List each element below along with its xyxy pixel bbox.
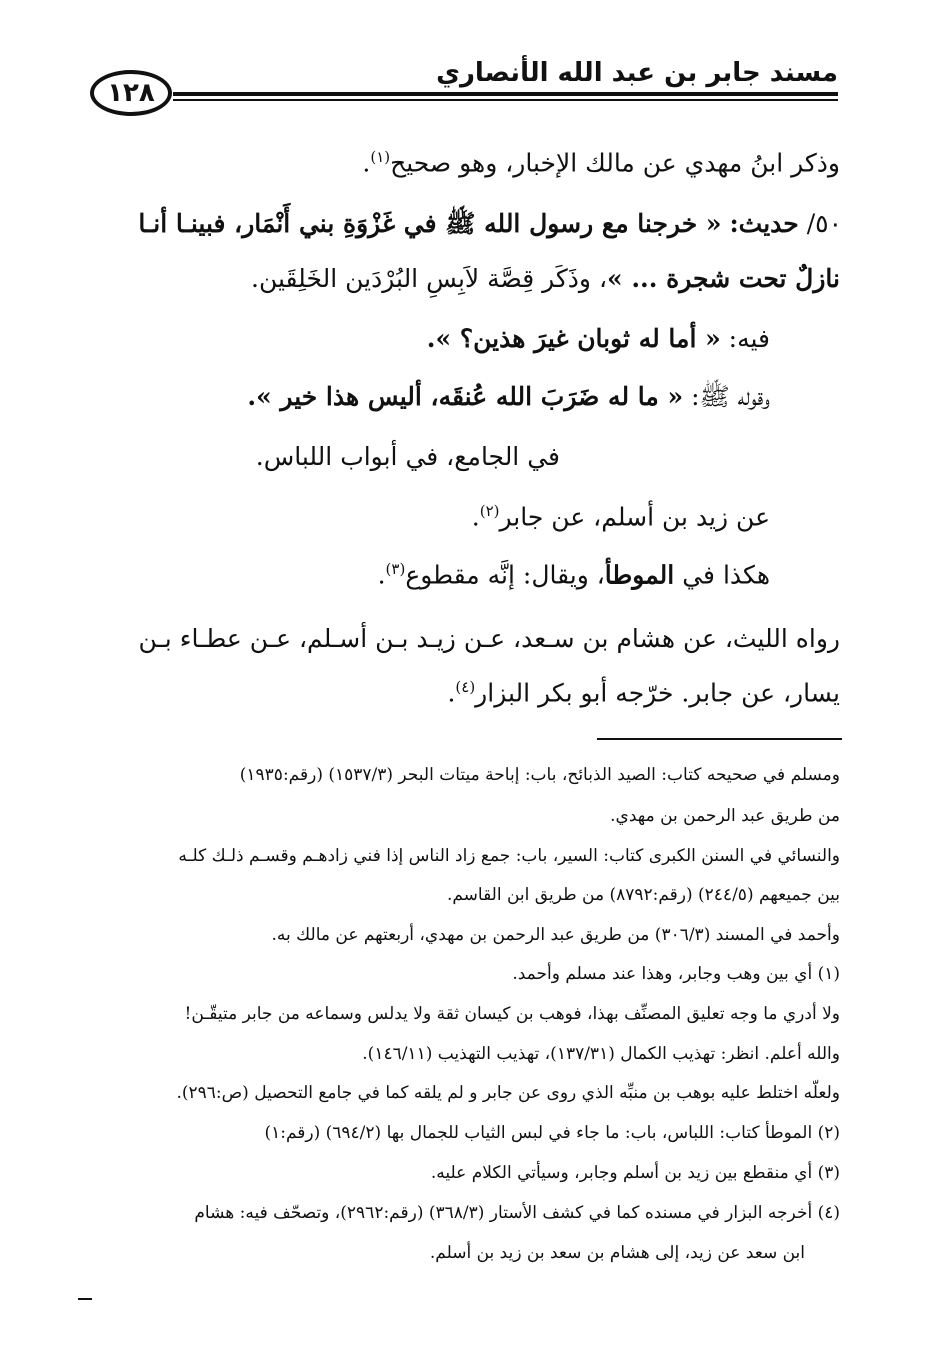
footnote-ref-2: (٢) xyxy=(479,502,500,520)
qawl-line xyxy=(247,384,770,409)
riwaya-text-2: يسار، عن جابر. خرّجه أبو بكر البزار xyxy=(475,678,840,708)
header-rule-bottom xyxy=(173,99,838,101)
hakadha-muwatta: الموطأ xyxy=(604,560,675,590)
page-number-oval xyxy=(90,70,172,116)
zaid-line: عن زيد بن أسلم، عن جابر$^{(٢)}$. xyxy=(471,502,770,532)
page-number: ١٢٨ xyxy=(107,78,155,108)
footnote-ref-4: (٤) xyxy=(455,678,476,696)
zaid-text: عن زيد بن أسلم، عن جابر xyxy=(499,502,770,532)
footnote-line: بين جميعهم (٢٤٤/٥) (رقم:٨٧٩٢) من طريق ابن القاسم. xyxy=(446,885,840,905)
hadith-label: حديث: xyxy=(729,209,799,238)
fih-line xyxy=(427,326,770,351)
jami-line xyxy=(256,444,560,469)
qawl-quote: « ما له ضَرَبَ الله عُنقَه، أليس هذا خير ». xyxy=(247,382,684,411)
footnote-line: والنسائي في السنن الكبرى كتاب: السير، باب: جمع زاد الناس إذا فني زادهـم وقسـم ذلـك كلـه xyxy=(178,846,840,866)
riwaya-line-1 xyxy=(138,626,840,651)
fih-quote: « أما له ثوبان غيرَ هذين؟ ». xyxy=(426,324,721,353)
hadith-text-2-rest: ، وذَكَر قِصَّة لاَبِسِ البُرْدَين الخَلِقَين. xyxy=(251,264,608,293)
footnote-line: ولعلّه اختلط عليه بوهب بن منبِّه الذي روى عن جابر و لم يلقه كما في جامع التحصيل (ص:٢٩٦). xyxy=(176,1083,840,1103)
footnote-line: والله أعلم. انظر: تهذيب الكمال (١٣٧/٣١)، تهذيب التهذيب (١٤٦/١١). xyxy=(362,1044,840,1064)
footnote-line: ولا أدري ما وجه تعليق المصنِّف بهذا، فوهب بن كيسان ثقة ولا يدلس وسماعه من جابر متيقّـن! xyxy=(184,1004,840,1024)
hadith-number: ٥٠/ xyxy=(806,209,842,238)
footnote-ref-1: (١) xyxy=(370,148,391,166)
hakadha-line: هكذا في الموطأ، ويقال: إنَّه مقطوع$^{(٣)}$. xyxy=(377,560,770,590)
footnote-line: (٤) أخرجه البزار في مسنده كما في كشف الأستار (٣٦٨/٣) (رقم:٢٩٦٢)، وتصحّف فيه: هشام xyxy=(194,1203,840,1223)
footnote-line: (١) أي بين وهب وجابر، وهذا عند مسلم وأحمد. xyxy=(512,964,840,984)
footnote-line: (٢) الموطأ كتاب: اللباس، باب: ما جاء في لبس الثياب للجمال بها (٦٩٤/٢) (رقم:١) xyxy=(264,1123,840,1143)
hadith-text-2: نازلٌ تحت شجرة ... » xyxy=(607,264,840,293)
hadith-line-1 xyxy=(138,211,842,236)
footnote-ref-3: (٣) xyxy=(385,560,406,578)
riwaya-line-2: يسار، عن جابر. خرّجه أبو بكر البزار$^{(٤)}$. xyxy=(447,678,840,708)
paragraph-mahdi-text: وذكر ابنُ مهدي عن مالك الإخبار، وهو صحيح xyxy=(390,148,840,178)
footnote-separator xyxy=(597,738,842,740)
hakadha-post: ، ويقال: إنَّه مقطوع xyxy=(405,560,605,590)
running-title: مسند جابر بن عبد الله الأنصاري xyxy=(436,58,838,88)
footnote-line: وأحمد في المسند (٣٠٦/٣) من طريق عبد الرحمن بن مهدي، أربعتهم عن مالك به. xyxy=(271,925,840,945)
fih-label: فيه: xyxy=(728,324,770,353)
header-rule-top xyxy=(173,92,838,96)
hadith-line-2 xyxy=(251,266,840,291)
footnote-line: (٣) أي منقطع بين زيد بن أسلم وجابر، وسيأتي الكلام عليه. xyxy=(430,1163,840,1183)
qawl-label: وقوله ﷺ: xyxy=(691,382,770,411)
paragraph-mahdi: وذكر ابنُ مهدي عن مالك الإخبار، وهو صحيح$^{(١)}$. xyxy=(362,148,840,178)
footnote-line: ابن سعد عن زيد، إلى هشام بن سعد بن زيد بن أسلم. xyxy=(429,1243,805,1263)
hadith-text-1: « خرجنا مع رسول الله ﷺ في غَزْوَةِ بني أَنْمَار، فبينـا أنـا xyxy=(138,209,722,238)
page-header xyxy=(78,50,838,120)
hakadha-pre: هكذا في xyxy=(682,560,770,590)
riwaya-text-1: رواه الليث، عن هشام بن سـعد، عـن زيـد بـن أسـلم، عـن عطـاء بـن xyxy=(138,624,840,653)
footnote-line: من طريق عبد الرحمن بن مهدي. xyxy=(610,806,840,826)
page-corner-mark xyxy=(78,1298,92,1300)
footnote-line: ومسلم في صحيحه كتاب: الصيد الذبائح، باب: إباحة ميتات البحر (١٥٣٧/٣) (رقم:١٩٣٥) xyxy=(239,765,840,785)
jami-text: في الجامع، في أبواب اللباس. xyxy=(255,442,560,471)
